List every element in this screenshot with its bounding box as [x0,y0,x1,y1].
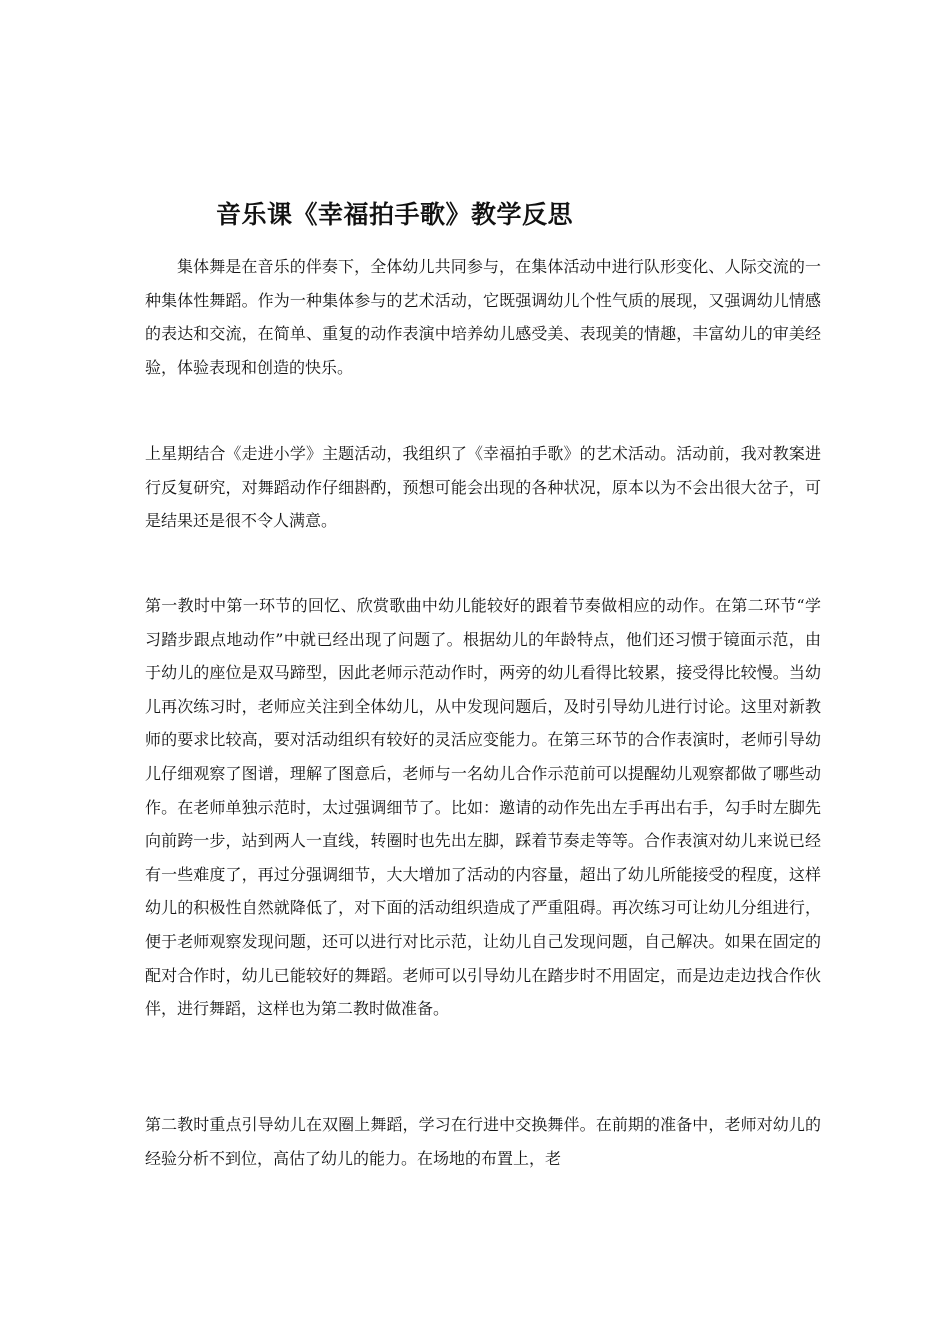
document-title: 音乐课《幸福拍手歌》教学反思 [216,200,574,229]
paragraph-first-lesson: 第一教时中第一环节的回忆、欣赏歌曲中幼儿能较好的跟着节奏做相应的动作。在第二环节“学习踏步跟点地动作”中就已经出现了问题了。根据幼儿的年龄特点，他们还习惯于镜面示范，由于幼儿的座位是双马蹄型，因此老师示范动作时，两旁的幼儿看得比较累，接受得比较慢。当幼儿再次练习时，老师应关注到全体幼儿，从中发现问题后，及时引导幼儿进行讨论。这里对新教师的要求比较高，要对活动组织有较好的灵活应变能力。在第三环节的合作表演时，老师引导幼儿仔细观察了图谱，理解了图意后，老师与一名幼儿合作示范前可以提醒幼儿观察都做了哪些动作。在老师单独示范时，太过强调细节了。比如：邀请的动作先出左手再出右手，勾手时左脚先向前跨一步，站到两人一直线，转圈时也先出左脚，踩着节奏走等等。合作表演对幼儿来说已经有一些难度了，再过分强调细节，大大增加了活动的内容量，超出了幼儿所能接受的程度，这样幼儿的积极性自然就降低了，对下面的活动组织造成了严重阻碍。再次练习可让幼儿分组进行，便于老师观察发现问题，还可以进行对比示范，让幼儿自己发现问题，自己解决。如果在固定的配对合作时，幼儿已能较好的舞蹈。老师可以引导幼儿在踏步时不用固定，而是边走边找合作伙伴，进行舞蹈，这样也为第二教时做准备。 [145,596,821,1019]
paragraph-background: 上星期结合《走进小学》主题活动，我组织了《幸福拍手歌》的艺术活动。活动前，我对教案进行反复研究，对舞蹈动作仔细斟酌，预想可能会出现的各种状况，原本以为不会出很大岔子，可是结果还是很不令人满意。 [145,444,821,531]
paragraph-intro: 集体舞是在音乐的伴奏下，全体幼儿共同参与，在集体活动中进行队形变化、人际交流的一种集体性舞蹈。作为一种集体参与的艺术活动，它既强调幼儿个性气质的展现，又强调幼儿情感的表达和交流，在简单、重复的动作表演中培养幼儿感受美、表现美的情趣，丰富幼儿的审美经验，体验表现和创造的快乐。 [145,257,821,377]
paragraph-second-lesson: 第二教时重点引导幼儿在双圈上舞蹈，学习在行进中交换舞伴。在前期的准备中，老师对幼儿的经验分析不到位，高估了幼儿的能力。在场地的布置上，老 [145,1115,821,1168]
